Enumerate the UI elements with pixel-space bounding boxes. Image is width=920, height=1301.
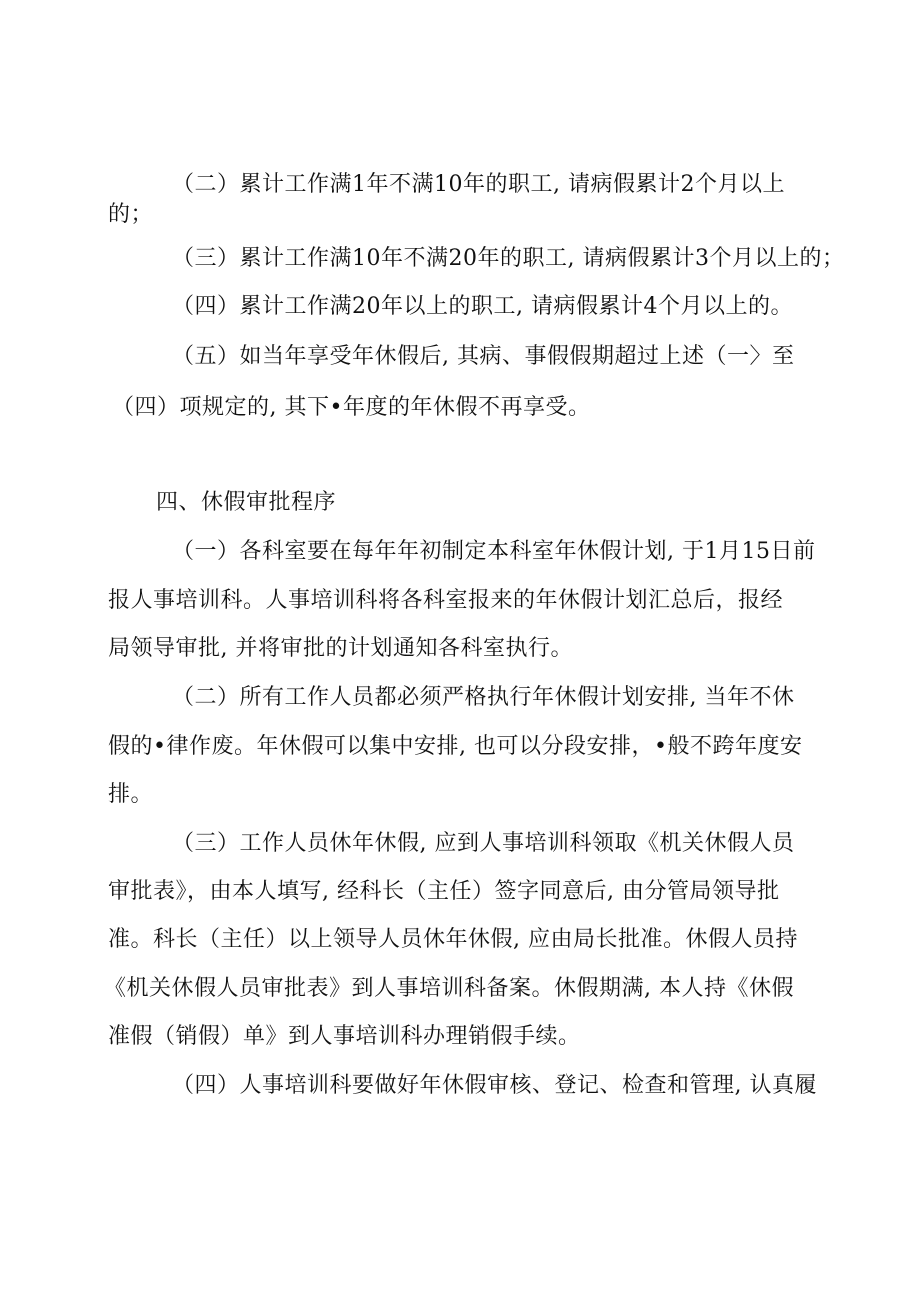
procedure-1-line-2: 报人事培训科。人事培训科将各科室报来的年休假计划汇总后，报经 xyxy=(108,588,784,613)
procedure-3-line-4: 《机关休假人员审批表》到人事培训科备案。休假期满, 本人持《休假 xyxy=(104,976,794,1001)
procedure-4-line-1: （四）人事培训科要做好年休假审核、登记、检查和管理, 认真履 xyxy=(172,1073,817,1098)
section-heading: 四、休假审批程序 xyxy=(156,490,337,515)
paragraph-5-line-2: （四）项规定的, 其下•年度的年休假不再享受。 xyxy=(112,395,591,420)
procedure-1-line-3: 局领导审批, 并将审批的计划通知各科室执行。 xyxy=(108,636,573,661)
procedure-3-line-2: 审批表》，由本人填写, 经科长（主任）签字同意后, 由分管局领导批 xyxy=(108,879,780,904)
procedure-2-line-3: 排。 xyxy=(108,782,154,807)
paragraph-5-line-1: （五）如当年享受年休假后, 其病、事假假期超过上述（一〉至 xyxy=(172,344,795,369)
procedure-1-line-1: （一）各科室要在每年年初制定本科室年休假计划, 于1月15日前 xyxy=(172,539,816,564)
paragraph-2-line-2: 的； xyxy=(108,202,154,227)
paragraph-2-line-1: （二）累计工作满1年不满10年的职工, 请病假累计2个月以上 xyxy=(172,172,785,197)
paragraph-4-line-1: （四）累计工作满20年以上的职工, 请病假累计4个月以上的。 xyxy=(172,294,793,319)
paragraph-3-line-1: （三）累计工作满10年不满20年的职工, 请病假累计3个月以上的； xyxy=(172,246,845,271)
procedure-2-line-1: （二）所有工作人员都必须严格执行年休假计划安排, 当年不休 xyxy=(172,685,795,710)
procedure-3-line-5: 准假（销假）单》到人事培训科办理销假手续。 xyxy=(108,1024,581,1049)
procedure-3-line-1: （三）工作人员休年休假, 应到人事培训科领取《机关休假人员 xyxy=(172,831,795,856)
procedure-2-line-2: 假的•律作废。年休假可以集中安排, 也可以分段安排，•般不跨年度安 xyxy=(108,734,803,759)
procedure-3-line-3: 准。科长（主任）以上领导人员休年休假, 应由局长批准。休假人员持 xyxy=(108,927,798,952)
